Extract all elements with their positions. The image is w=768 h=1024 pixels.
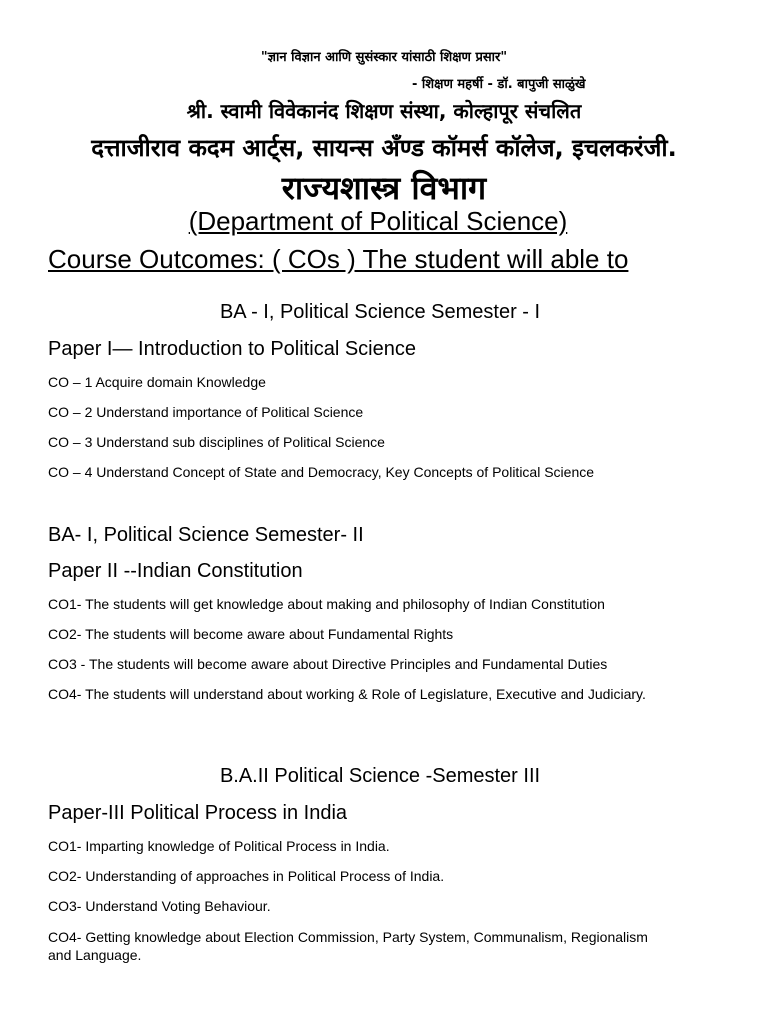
- outcome-item: CO – 4 Understand Concept of State and Democracy, Key Concepts of Political Science: [48, 464, 595, 480]
- motto-author: - शिक्षण महर्षी - डॉ. बापुजी साळुंखे: [412, 77, 586, 92]
- semester-title: BA- I, Political Science Semester- II: [48, 524, 364, 546]
- outcome-item: CO – 1 Acquire domain Knowledge: [48, 374, 266, 390]
- outcome-item: CO2- Understanding of approaches in Political Process of India.: [48, 868, 445, 884]
- outcome-item: CO – 2 Understand importance of Political Science: [48, 404, 364, 420]
- department-title-marathi: राज्यशास्त्र विभाग: [281, 169, 487, 207]
- department-title-english: (Department of Political Science): [188, 206, 568, 236]
- motto: "ज्ञान विज्ञान आणि सुसंस्कार यांसाठी शिक्षण प्रसार": [260, 50, 508, 65]
- college-name: दत्ताजीराव कदम आर्ट्स, सायन्स अँण्ड कॉमर्स कॉलेज, इचलकरंजी.: [91, 134, 677, 162]
- outcome-item: CO3 - The students will become aware about Directive Principles and Fundamental Duties: [48, 656, 608, 672]
- trust-name: श्री. स्वामी विवेकानंद शिक्षण संस्था, कोल्हापूर संचलित: [186, 99, 582, 123]
- outcome-item: CO – 3 Understand sub disciplines of Political Science: [48, 434, 385, 450]
- semester-title: BA - I, Political Science Semester - I: [219, 301, 541, 323]
- outcome-item: CO1- Imparting knowledge of Political Process in India.: [48, 838, 390, 854]
- paper-title: Paper-III Political Process in India: [48, 802, 348, 824]
- semester-title: B.A.II Political Science -Semester III: [219, 765, 541, 787]
- outcome-item: CO4- The students will understand about working & Role of Legislature, Executive and Judiciary.: [48, 686, 646, 702]
- outcome-item: CO1- The students will get knowledge about making and philosophy of Indian Constitution: [48, 596, 605, 612]
- outcome-item: CO3- Understand Voting Behaviour.: [48, 898, 271, 914]
- paper-title: Paper I— Introduction to Political Science: [48, 338, 416, 360]
- outcome-item: CO4- Getting knowledge about Election Commission, Party System, Communalism, Regionalism and Language.: [48, 929, 648, 963]
- paper-title: Paper II --Indian Constitution: [48, 560, 303, 582]
- course-outcomes-heading: Course Outcomes: ( COs ) The student will able to: [48, 244, 629, 274]
- outcome-item: CO2- The students will become aware about Fundamental Rights: [48, 626, 454, 642]
